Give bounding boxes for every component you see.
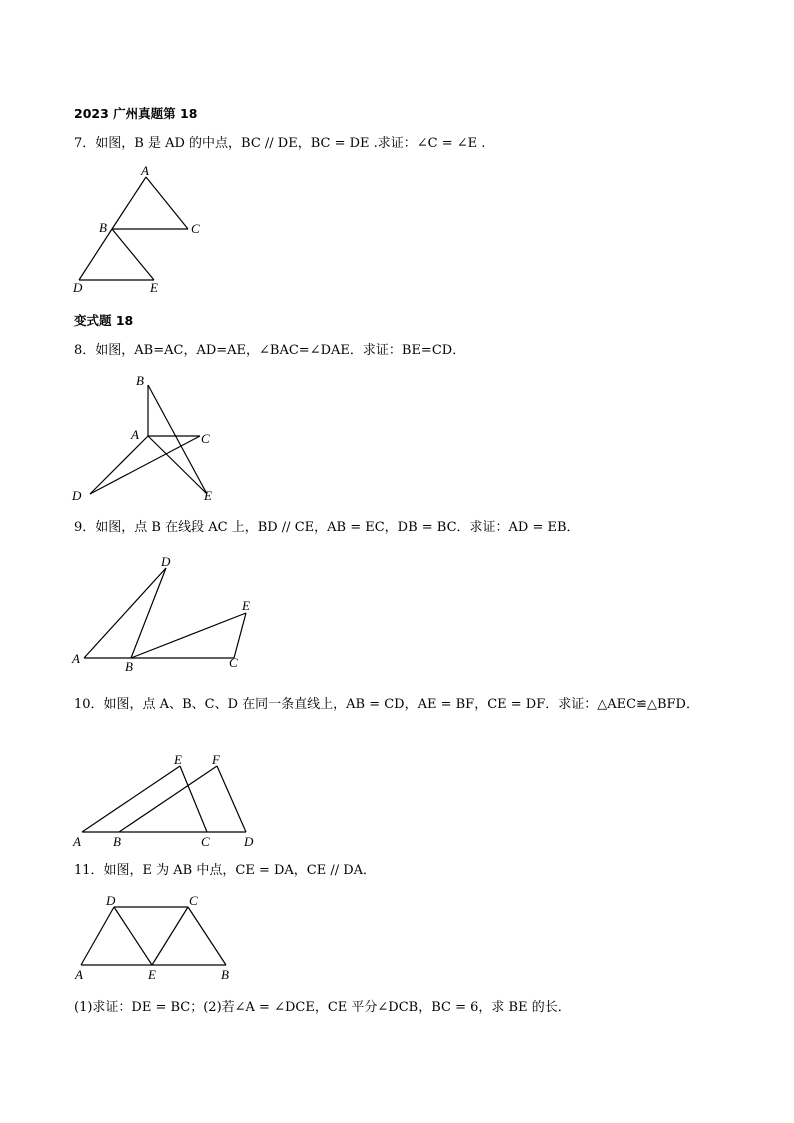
segment-be	[148, 385, 207, 494]
segment-be	[112, 229, 154, 280]
segment-ad	[84, 568, 166, 658]
label-e: E	[242, 598, 250, 613]
figure-problem-8	[64, 368, 234, 504]
label-d: D	[73, 280, 83, 295]
label-b: B	[99, 220, 107, 235]
problem-11-questions: (1)求证：DE = BC；(2)若∠A = ∠DCE，CE 平分∠DCB，BC = 6，求 BE 的长．	[74, 1000, 571, 1015]
segment-ae	[148, 436, 207, 494]
problem-7-text: 7．如图，B 是 AD 的中点，BC // DE，BC = DE .求证：∠C = ∠E .	[74, 136, 486, 151]
problem-9-text: 9．如图，点 B 在线段 AC 上，BD // CE，AB = EC，DB = BC．求证：AD = EB．	[74, 520, 580, 535]
label-a: A	[131, 427, 139, 442]
label-a: A	[72, 651, 80, 666]
segment-bd	[131, 568, 166, 658]
problem-11-text: 11．如图，E 为 AB 中点，CE = DA，CE // DA．	[74, 863, 377, 878]
segment-de	[114, 907, 152, 965]
label-a: A	[141, 163, 149, 178]
label-b: B	[125, 659, 133, 672]
segment-cb	[188, 907, 226, 965]
figure-problem-10	[64, 750, 274, 850]
segment-bd	[79, 229, 112, 280]
figure-problem-7	[64, 162, 214, 296]
label-c: C	[189, 893, 198, 908]
segment-ab	[112, 177, 146, 229]
segment-df	[217, 766, 246, 832]
label-d: D	[244, 834, 254, 849]
label-d: D	[161, 554, 171, 569]
label-d: D	[72, 488, 82, 503]
label-c: C	[229, 655, 238, 670]
label-c: C	[201, 834, 210, 849]
label-d: D	[106, 893, 116, 908]
figure-problem-9	[64, 550, 264, 672]
label-e: E	[174, 752, 182, 767]
segment-cd	[90, 436, 200, 494]
label-b: B	[221, 967, 229, 982]
segment-ae	[82, 766, 180, 832]
label-c: C	[201, 431, 210, 446]
segment-be	[131, 613, 246, 658]
label-f: F	[212, 752, 220, 767]
segment-ce	[152, 907, 188, 965]
problem-8-text: 8．如图，AB=AC，AD=AE，∠BAC=∠DAE．求证：BE=CD．	[74, 343, 466, 358]
label-a: A	[75, 967, 83, 982]
segment-bf	[119, 766, 217, 832]
section-title-guangzhou: 2023 广州真题第 18	[74, 106, 198, 121]
label-e: E	[150, 280, 158, 295]
label-a: A	[73, 834, 81, 849]
label-e: E	[148, 967, 156, 982]
label-b: B	[113, 834, 121, 849]
segment-ac	[146, 177, 188, 229]
segment-ad	[81, 907, 114, 965]
figure-problem-11	[64, 890, 244, 986]
label-b: B	[136, 373, 144, 388]
problem-10-text: 10．如图，点 A、B、C、D 在同一条直线上，AB = CD，AE = BF，CE = DF．求证：△AEC≌△BFD．	[74, 697, 699, 712]
label-e: E	[204, 488, 212, 503]
label-c: C	[191, 221, 200, 236]
section-title-variant: 变式题 18	[74, 313, 134, 328]
segment-ad	[90, 436, 148, 494]
segment-ce	[234, 613, 246, 658]
